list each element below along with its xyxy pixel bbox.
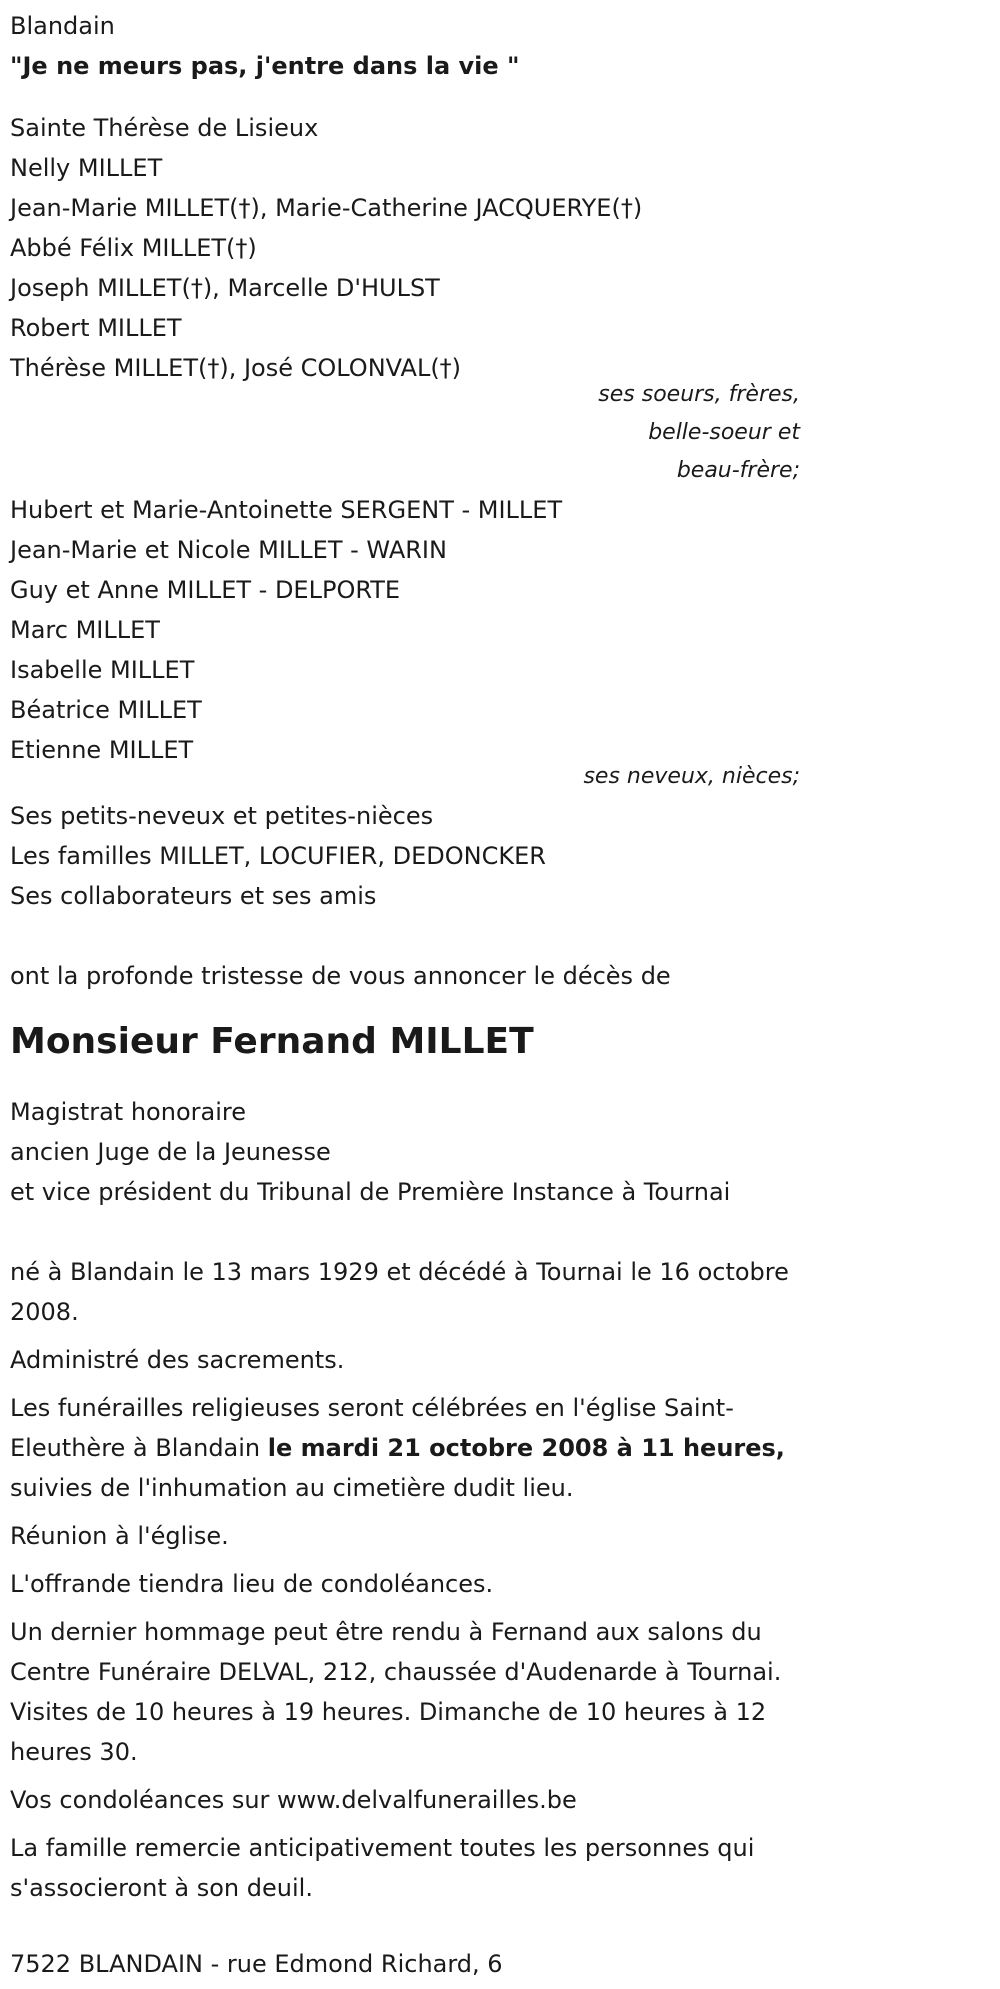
title-line: Magistrat honoraire (10, 1098, 246, 1126)
nephews-list (10, 490, 800, 770)
family-address: 7522 BLANDAIN - rue Edmond Richard, 6 (10, 1950, 503, 1978)
title-line: et vice président du Tribunal de Première Instance à Tournai (10, 1178, 731, 1206)
tribute-text: Un dernier hommage peut être rendu à Fernand aux salons du Centre Funéraire DELVAL, 212, chaussée d'Audenarde à Tournai. Visites de 10 heures à 19 heures. Dimanche de 10 heures à 12 heures 30. (10, 1618, 782, 1766)
place-heading: Blandain (10, 12, 115, 40)
sibling-name: Nelly MILLET (10, 154, 163, 182)
role-line: ses soeurs, frères, (598, 382, 800, 407)
nephew-name: Guy et Anne MILLET - DELPORTE (10, 576, 401, 604)
sibling-name: Abbé Félix MILLET(†) (10, 234, 257, 262)
funeral-date: le mardi 21 octobre 2008 à 11 heures, (267, 1434, 785, 1462)
condolences-text: Vos condoléances sur www.delvalfunerailles.be (10, 1786, 577, 1814)
birth-death-text: né à Blandain le 13 mars 1929 et décédé à Tournai le 16 octobre 2008. (10, 1258, 789, 1326)
funeral-text (10, 1388, 800, 1508)
title-line: ancien Juge de la Jeunesse (10, 1138, 331, 1166)
role-line: belle-soeur et (648, 420, 800, 445)
sibling-name: Robert MILLET (10, 314, 182, 342)
sibling-name: Joseph MILLET(†), Marcelle D'HULST (10, 274, 440, 302)
other-mourners: Ses petits-neveux et petites-nièces (10, 802, 434, 830)
thanks-text: La famille remercie anticipativement toutes les personnes qui s'associeront à son deuil. (10, 1834, 755, 1902)
siblings-role (10, 376, 800, 490)
nephew-name: Etienne MILLET (10, 736, 194, 764)
nephew-name: Béatrice MILLET (10, 696, 202, 724)
spacer (10, 1916, 800, 1944)
spacer (10, 916, 800, 956)
siblings-list (10, 148, 800, 388)
sibling-name: Thérèse MILLET(†), José COLONVAL(†) (10, 354, 462, 382)
nephew-name: Hubert et Marie-Antoinette SERGENT - MILLET (10, 496, 563, 524)
announcement-text: ont la profonde tristesse de vous annoncer le décès de (10, 962, 671, 990)
spacer (10, 86, 800, 108)
spacer (10, 1212, 800, 1252)
meeting-text: Réunion à l'église. (10, 1522, 229, 1550)
role-line: beau-frère; (676, 458, 800, 483)
others-list (10, 796, 800, 916)
funeral-text-end: suivies de l'inhumation au cimetière dudit lieu. (10, 1474, 574, 1502)
nephew-name: Jean-Marie et Nicole MILLET - WARIN (10, 536, 447, 564)
deceased-name: Monsieur Fernand MILLET (10, 1021, 534, 1062)
funeral-text-start: Les funérailles religieuses seront célébrées en l'église Saint-Eleuthère à Blandain (10, 1394, 734, 1462)
titles-list (10, 1092, 800, 1212)
nephew-name: Isabelle MILLET (10, 656, 195, 684)
nephew-name: Marc MILLET (10, 616, 160, 644)
other-mourners: Les familles MILLET, LOCUFIER, DEDONCKER (10, 842, 546, 870)
offering-text: L'offrande tiendra lieu de condoléances. (10, 1570, 494, 1598)
quote-author: Sainte Thérèse de Lisieux (10, 114, 319, 142)
sibling-name: Jean-Marie MILLET(†), Marie-Catherine JACQUERYE(†) (10, 194, 643, 222)
role-line: ses neveux, nièces; (583, 764, 800, 789)
other-mourners: Ses collaborateurs et ses amis (10, 882, 377, 910)
quote-text: "Je ne meurs pas, j'entre dans la vie " (10, 52, 520, 80)
sacraments-text: Administré des sacrements. (10, 1346, 345, 1374)
